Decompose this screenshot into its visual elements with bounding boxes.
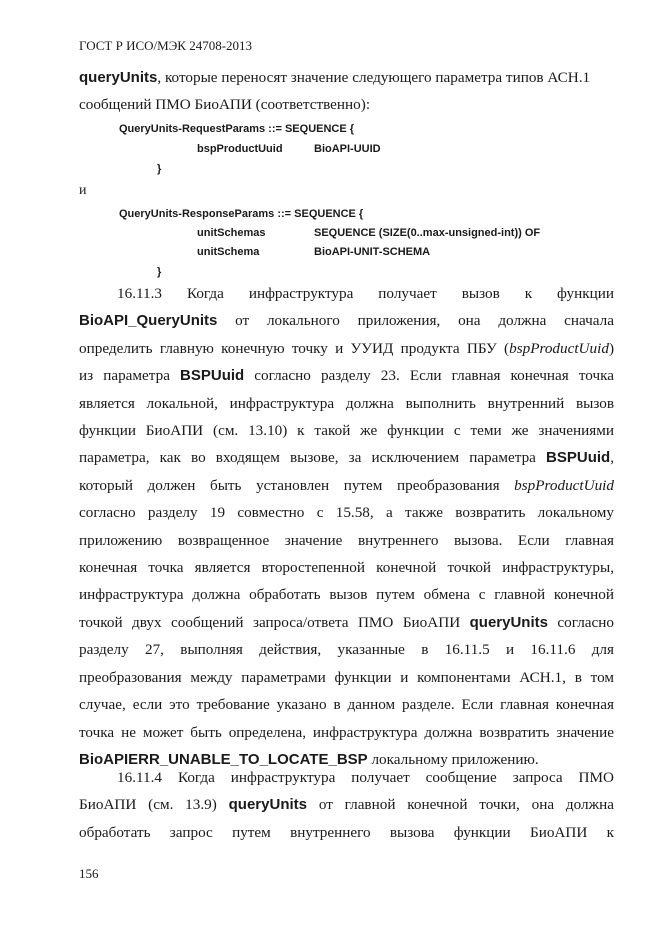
response-params-header: QueryUnits-ResponseParams ::= SEQUENCE { bbox=[119, 208, 364, 220]
request-params-close: } bbox=[157, 163, 162, 175]
error-code: BioAPIERR_UNABLE_TO_LOCATE_BSP bbox=[79, 750, 368, 768]
response-field-name-2: unitSchema bbox=[197, 246, 260, 258]
response-field-type-1: SEQUENCE (SIZE(0..max-unsigned-int)) OF bbox=[314, 227, 541, 239]
term-query-units: queryUnits bbox=[79, 69, 158, 86]
paragraph-16-11-3: 16.11.3 Когда инфраструктура получает вызов к функции BioAPI_QueryUnits от локального приложения, она должна сначала определить главную конечную точку и УУИД продукта ПБУ (bspProductUuid) из параметра BSPUuid согласно разделу 23. Если главная конечная точка является локальной, инфраструктура должна выполнить внутренний вызов функции БиоАПИ (см. 13.10) к такой же функции с теми же значениями параметра, как во входящем вызове, за исключением параметра BSPUuid, который должен быть установлен путем преобразования bspProductUuid согласно разделу 19 совместно с 15.58, а также возвратить локальному приложению возвращенное значение внутреннего вызова. Если главная конечная точка является второстепенной конечной точкой инфраструктуры, инфраструктура должна обработать вызов путем обмена с главной конечной точкой двух сообщений запроса/ответа ПМО БиоАПИ queryUnits согласно разделу 27, выполняя действия, указанные в 16.11.5 и 16.11.6 для преобразования между параметрами функции и компонентами АСН.1, в том случае, если это требование указано в данном разделе. Если главная конечная точка не может быть определена, инфраструктура должна возвратить значение BioAPIERR_UNABLE_TO_LOCATE_BSP локальному приложению. bbox=[79, 285, 615, 768]
response-field-type-2: BioAPI-UNIT-SCHEMA bbox=[314, 246, 431, 258]
response-params-close: } bbox=[157, 266, 162, 278]
page-number: 156 bbox=[79, 866, 99, 881]
request-field-type: BioAPI-UUID bbox=[314, 143, 381, 155]
intro-line-2: сообщений ПМО БиоАПИ (соответственно): bbox=[79, 96, 371, 114]
request-field-name: bspProductUuid bbox=[197, 143, 283, 155]
intro-paragraph: queryUnits, которые переносят значение следующего параметра типов АСН.1 сообщений ПМО БиоАПИ (соответственно): bbox=[79, 64, 614, 119]
conjunction: и bbox=[79, 183, 87, 198]
function-name: BioAPI_QueryUnits bbox=[79, 312, 218, 330]
request-params-header: QueryUnits-RequestParams ::= SEQUENCE { bbox=[119, 123, 355, 135]
page-header: ГОСТ Р ИСО/МЭК 24708-2013 bbox=[79, 38, 253, 53]
paragraph-16-11-4: 16.11.4 Когда инфраструктура получает сообщение запроса ПМО БиоАПИ (см. 13.9) queryUnits от главной конечной точки, она должна обработать запрос путем внутреннего вызова функции БиоАПИ к bbox=[79, 769, 614, 841]
response-field-name-1: unitSchemas bbox=[197, 227, 266, 239]
